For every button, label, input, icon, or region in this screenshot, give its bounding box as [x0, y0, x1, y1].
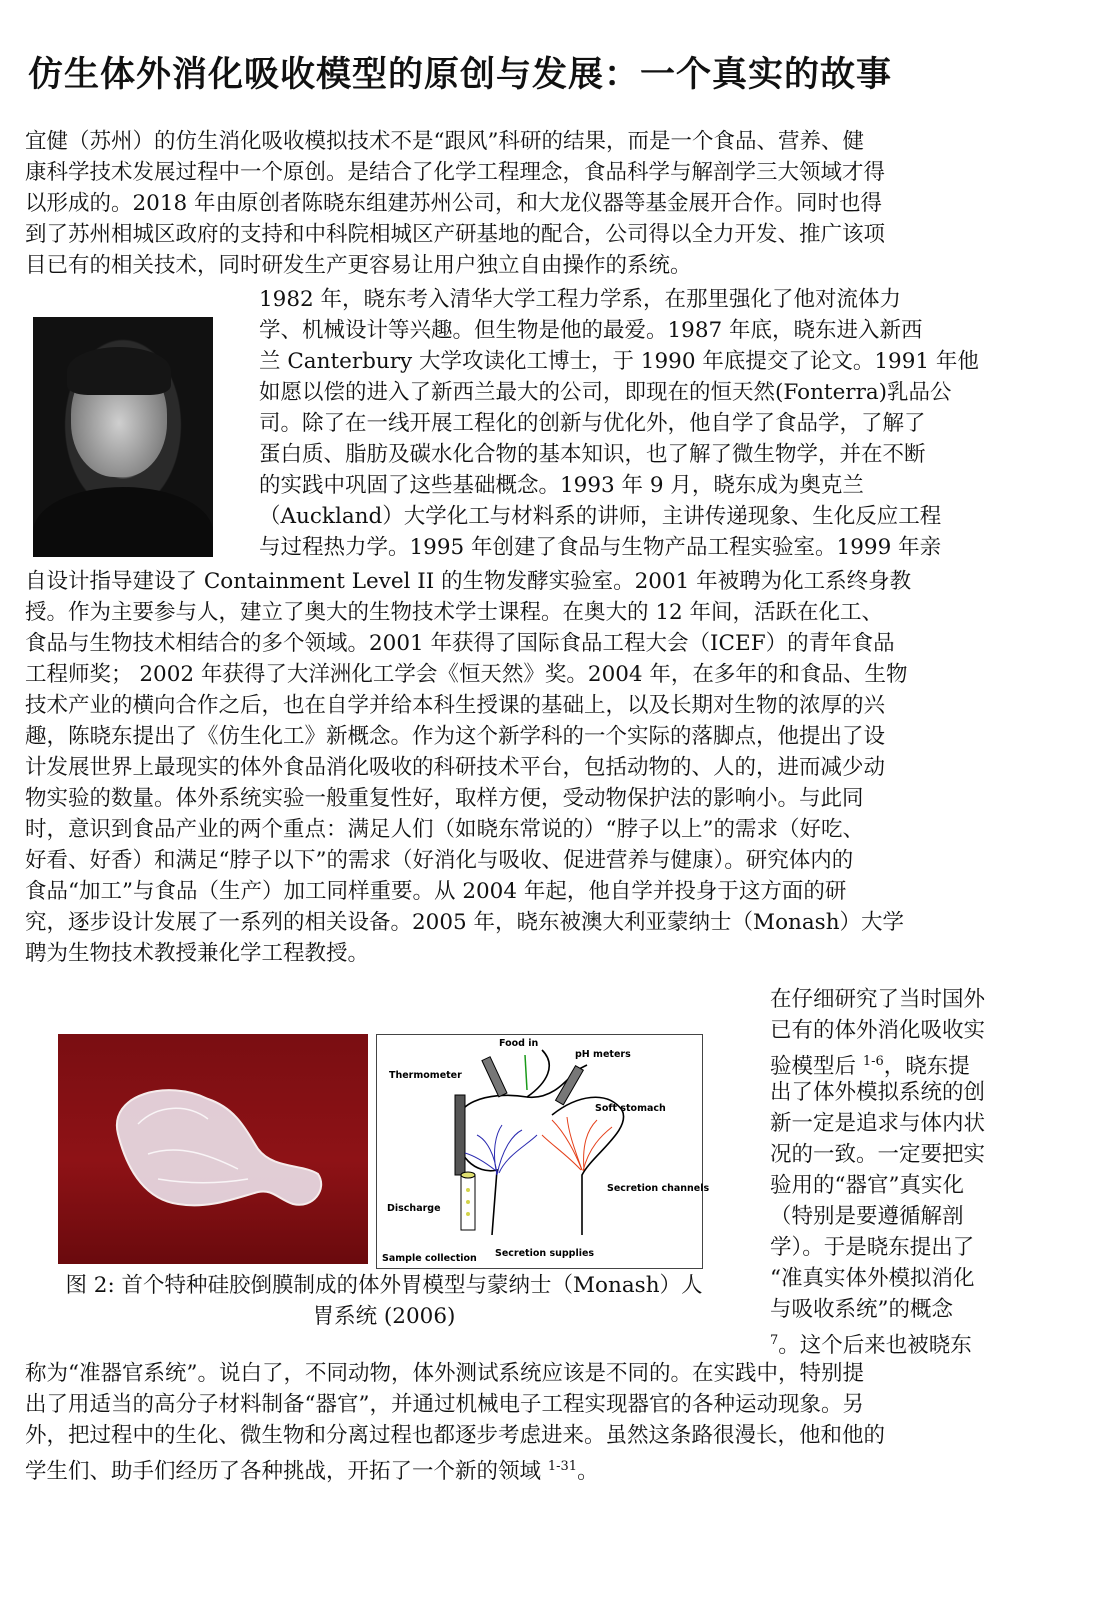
diagram-label-ph-meters: pH meters: [575, 1049, 631, 1060]
paragraph-line: （Auckland）大学化工与材料系的讲师，主讲传递现象、生化反应工程: [259, 504, 942, 529]
paragraph-line: 学）。于是晓东提出了: [770, 1235, 975, 1260]
portrait-photo: [33, 317, 213, 557]
reference-superscript: 7: [770, 1333, 779, 1348]
paragraph-line: 出了体外模拟系统的创: [770, 1080, 986, 1105]
paragraph-line: 工程师奖； 2002 年获得了大洋洲化工学会《恒天然》奖。2004 年，在多年的和食品、生物: [25, 662, 908, 687]
diagram-label-discharge: Discharge: [387, 1203, 441, 1214]
paragraph-line: 验用的“器官”真实化: [770, 1173, 964, 1198]
paragraph-line: 已有的体外消化吸收实: [770, 1018, 986, 1043]
paragraph-line: 出了用适当的高分子材料制备“器官”，并通过机械电子工程实现器官的各种运动现象。另: [25, 1392, 864, 1417]
diagram-label-secretion-channels: Secretion channels: [607, 1183, 710, 1194]
paragraph-line: 如愿以偿的进入了新西兰最大的公司，即现在的恒天然(Fonterra)乳品公: [259, 380, 952, 405]
paragraph-line: （特别是要遵循解剖: [770, 1204, 964, 1229]
paragraph-line: 司。除了在一线开展工程化的创新与优化外，他自学了食品学，了解了: [259, 411, 926, 436]
paragraph-line: 到了苏州相城区政府的支持和中科院相城区产研基地的配合，公司得以全力开发、推广该项: [25, 222, 886, 247]
diagram-label-thermometer: Thermometer: [389, 1070, 462, 1081]
paragraph-line: 况的一致。一定要把实: [770, 1142, 986, 1167]
paragraph-line: 聘为生物技术教授兼化学工程教授。: [25, 941, 370, 966]
reference-superscript: 1-31: [547, 1459, 578, 1474]
diagram-label-sample-collection: Sample collection: [382, 1253, 477, 1264]
paragraph-line: 物实验的数量。体外系统实验一般重复性好，取样方便，受动物保护法的影响小。与此同: [25, 786, 864, 811]
paragraph-line: 蛋白质、脂肪及碳水化合物的基本知识，也了解了微生物学，并在不断: [259, 442, 926, 467]
paragraph-line: 与吸收系统”的概念: [770, 1297, 953, 1322]
paragraph-line: 以形成的。2018 年由原创者陈晓东组建苏州公司，和大龙仪器等基金展开合作。同时也得: [25, 191, 883, 216]
paragraph-line: 究，逐步设计发展了一系列的相关设备。2005 年，晓东被澳大利亚蒙纳士（Monash）大学: [25, 910, 905, 935]
diagram-label-secretion-supplies: Secretion supplies: [495, 1248, 595, 1259]
paragraph-line: 宜健（苏州）的仿生消化吸收模拟技术不是“跟风”科研的结果，而是一个食品、营养、健: [25, 129, 864, 154]
paragraph-line: 在仔细研究了当时国外: [770, 987, 986, 1012]
paragraph-line: 1982 年，晓东考入清华大学工程力学系，在那里强化了他对流体力: [259, 287, 902, 312]
paragraph-line: 食品“加工”与食品（生产）加工同样重要。从 2004 年起，他自学并投身于这方面的研: [25, 879, 847, 904]
paragraph-line: “准真实体外模拟消化: [770, 1266, 975, 1291]
figure-caption-line: 胃系统 (2006): [312, 1304, 456, 1329]
paragraph-line: 技术产业的横向合作之后，也在自学并给本科生授课的基础上，以及长期对生物的浓厚的兴: [25, 693, 886, 718]
paragraph-line: 趣，陈晓东提出了《仿生化工》新概念。作为这个新学科的一个实际的落脚点，他提出了设: [25, 724, 886, 749]
paragraph-line: 称为“准器官系统”。说白了，不同动物，体外测试系统应该是不同的。在实践中，特别提: [25, 1361, 864, 1386]
paragraph-line: 学、机械设计等兴趣。但生物是他的最爱。1987 年底，晓东进入新西: [259, 318, 923, 343]
paragraph-line: 授。作为主要参与人，建立了奥大的生物技术学士课程。在奥大的 12 年间，活跃在化工、: [25, 600, 884, 625]
paragraph-line: 好看、好香）和满足“脖子以下”的需求（好消化与吸收、促进营养与健康）。研究体内的: [25, 848, 854, 873]
reference-superscript: 1-6: [862, 1054, 884, 1069]
figure-caption-line: 图 2: 首个特种硅胶倒膜制成的体外胃模型与蒙纳士（Monash）人: [65, 1273, 703, 1298]
paragraph-line: 食品与生物技术相结合的多个领域。2001 年获得了国际食品工程大会（ICEF）的青年食品: [25, 631, 895, 656]
page-title: 仿生体外消化吸收模型的原创与发展：一个真实的故事: [28, 55, 893, 95]
paragraph-line: 计发展世界上最现实的体外食品消化吸收的科研技术平台，包括动物的、人的，进而减少动: [25, 755, 886, 780]
paragraph-line: 兰 Canterbury 大学攻读化工博士，于 1990 年底提交了论文。1991 年他: [259, 349, 979, 374]
paragraph-line: $^7$。这个后来也被晓东: [770, 1333, 972, 1359]
diagram-label-soft-stomach: Soft stomach: [595, 1103, 666, 1114]
paragraph-line: 验模型后 $^{1-6}$，晓东提: [770, 1054, 970, 1080]
paragraph-line: 的实践中巩固了这些基础概念。1993 年 9 月，晓东成为奥克兰: [259, 473, 864, 498]
paragraph-line: 目已有的相关技术，同时研发生产更容易让用户独立自由操作的系统。: [25, 253, 692, 278]
paragraph-line: 康科学技术发展过程中一个原创。是结合了化学工程理念，食品科学与解剖学三大领域才得: [25, 160, 886, 185]
diagram-label-food-in: Food in: [499, 1038, 539, 1049]
paragraph-line: 学生们、助手们经历了各种挑战，开拓了一个新的领域 $^{1-31}$。: [25, 1459, 599, 1485]
paragraph-line: 新一定是追求与体内状: [770, 1111, 986, 1136]
paragraph-line: 时，意识到食品产业的两个重点：满足人们（如晓东常说的）“脖子以上”的需求（好吃、: [25, 817, 864, 842]
paragraph-line: 与过程热力学。1995 年创建了食品与生物产品工程实验室。1999 年亲: [259, 535, 942, 560]
stomach-system-diagram: [376, 1034, 710, 1269]
paragraph-line: 自设计指导建设了 Containment Level II 的生物发酵实验室。2001 年被聘为化工系终身教: [25, 569, 912, 594]
paragraph-line: 外，把过程中的生化、微生物和分离过程也都逐步考虑进来。虽然这条路很漫长，他和他的: [25, 1423, 886, 1448]
stomach-model-photo: [58, 1034, 368, 1264]
